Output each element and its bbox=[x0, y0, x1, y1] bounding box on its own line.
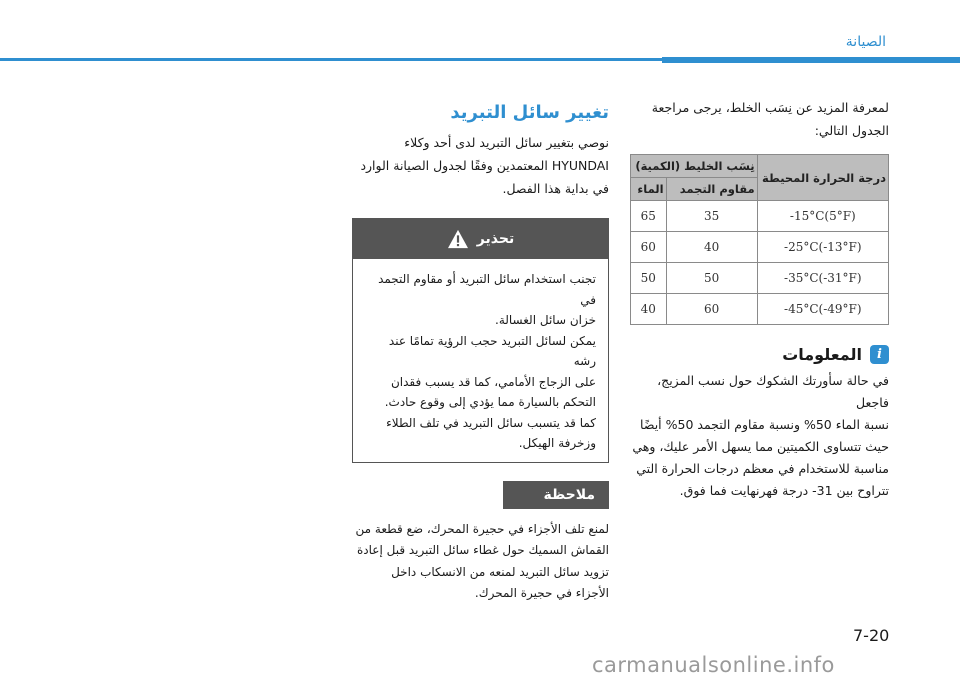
header-accent-bar bbox=[662, 57, 960, 63]
page-number: 7-20 bbox=[853, 626, 890, 645]
coolant-change-intro: نوصي بتغيير سائل التبريد لدى أحد وكلاء HYUNDAI المعتمدين وفقًا لجدول الصيانة الوارد في بداية هذا الفصل. bbox=[360, 135, 609, 196]
information-body bbox=[630, 370, 889, 502]
table-cell-antifreeze: 50 bbox=[666, 263, 757, 294]
info-line: في حالة سأورتك الشكوك حول نسب المزيج، فاجعل bbox=[657, 373, 889, 410]
table-header-mix-ratio: نِسَب الخليط (الكمية) bbox=[631, 155, 758, 178]
table-cell-water: 65 bbox=[631, 201, 667, 232]
right-column bbox=[630, 96, 889, 502]
section-header-title: الصيانة bbox=[845, 34, 886, 50]
table-cell-antifreeze: 35 bbox=[666, 201, 757, 232]
warning-line: تجنب استخدام سائل التبريد أو مقاوم التجمد في bbox=[378, 272, 596, 307]
info-line: مناسبة للاستخدام في معظم درجات الحرارة التي bbox=[636, 461, 889, 476]
warning-line: كما قد يتسبب سائل التبريد في تلف الطلاء bbox=[386, 415, 596, 430]
note-line: الأجزاء في حجيرة المحرك. bbox=[474, 586, 609, 600]
intro-line: الجدول التالي: bbox=[814, 123, 889, 138]
warning-line: يمكن لسائل التبريد حجب الرؤية تمامًا عند رشه bbox=[388, 333, 596, 368]
warning-line: التحكم بالسيارة مما يؤدي إلى وقوع حادث. bbox=[384, 395, 596, 409]
warning-title: تحذير bbox=[476, 231, 515, 247]
mix-ratio-intro bbox=[630, 96, 889, 142]
table-header-water: الماء bbox=[631, 178, 667, 201]
info-line: نسبة الماء 50% ونسبة مقاوم التجمد 50% أيضًا bbox=[640, 417, 889, 432]
intro-line: لمعرفة المزيد عن نِسَب الخلط، يرجى مراجعة bbox=[651, 100, 889, 115]
table-cell-temp: -45°C(-49°F) bbox=[757, 294, 888, 325]
table-row bbox=[631, 263, 889, 294]
table-row bbox=[631, 294, 889, 325]
warning-line: على الزجاج الأمامي، كما قد يسبب فقدان bbox=[390, 374, 596, 389]
table-cell-antifreeze: 40 bbox=[666, 232, 757, 263]
note-body bbox=[354, 519, 609, 605]
warning-triangle-icon bbox=[447, 229, 469, 249]
warning-header bbox=[353, 219, 608, 259]
table-row bbox=[631, 232, 889, 263]
info-line: حيث تتساوى الكميتين مما يسهل الأمر عليك، وهي bbox=[632, 439, 889, 454]
information-heading bbox=[630, 345, 889, 364]
info-icon: i bbox=[870, 345, 889, 364]
note-badge: ملاحظة bbox=[503, 481, 609, 509]
table-cell-water: 40 bbox=[631, 294, 667, 325]
warning-body bbox=[353, 259, 608, 462]
table-cell-temp: -25°C(-13°F) bbox=[757, 232, 888, 263]
information-title: المعلومات bbox=[782, 345, 862, 364]
table-cell-temp: -15°C(5°F) bbox=[757, 201, 888, 232]
note-line: لمنع تلف الأجزاء في حجيرة المحرك، ضع قطعة من bbox=[355, 521, 609, 536]
table-cell-antifreeze: 60 bbox=[666, 294, 757, 325]
table-cell-water: 50 bbox=[631, 263, 667, 294]
note-line: القماش السميك حول غطاء سائل التبريد قبل إعادة bbox=[357, 543, 609, 557]
table-row bbox=[631, 201, 889, 232]
table-cell-water: 60 bbox=[631, 232, 667, 263]
table-header-antifreeze: مقاوم التجمد bbox=[666, 178, 757, 201]
warning-line: وزخرفة الهيكل. bbox=[518, 436, 596, 450]
warning-line: خزان سائل الغسالة. bbox=[495, 313, 596, 327]
table-header-ambient-temp: درجة الحرارة المحيطة bbox=[757, 155, 888, 201]
site-watermark: carmanualsonline.info bbox=[592, 653, 835, 677]
coolant-concentration-table bbox=[630, 154, 889, 325]
left-column bbox=[354, 96, 609, 605]
table-cell-temp: -35°C(-31°F) bbox=[757, 263, 888, 294]
note-line: تزويد سائل التبريد لمنعه من الانسكاب داخل bbox=[391, 564, 609, 579]
info-line: تتراوح بين 31- درجة فهرنهايت فما فوق. bbox=[679, 483, 889, 498]
warning-box bbox=[352, 218, 609, 463]
coolant-change-title: تغيير سائل التبريد bbox=[450, 102, 609, 123]
